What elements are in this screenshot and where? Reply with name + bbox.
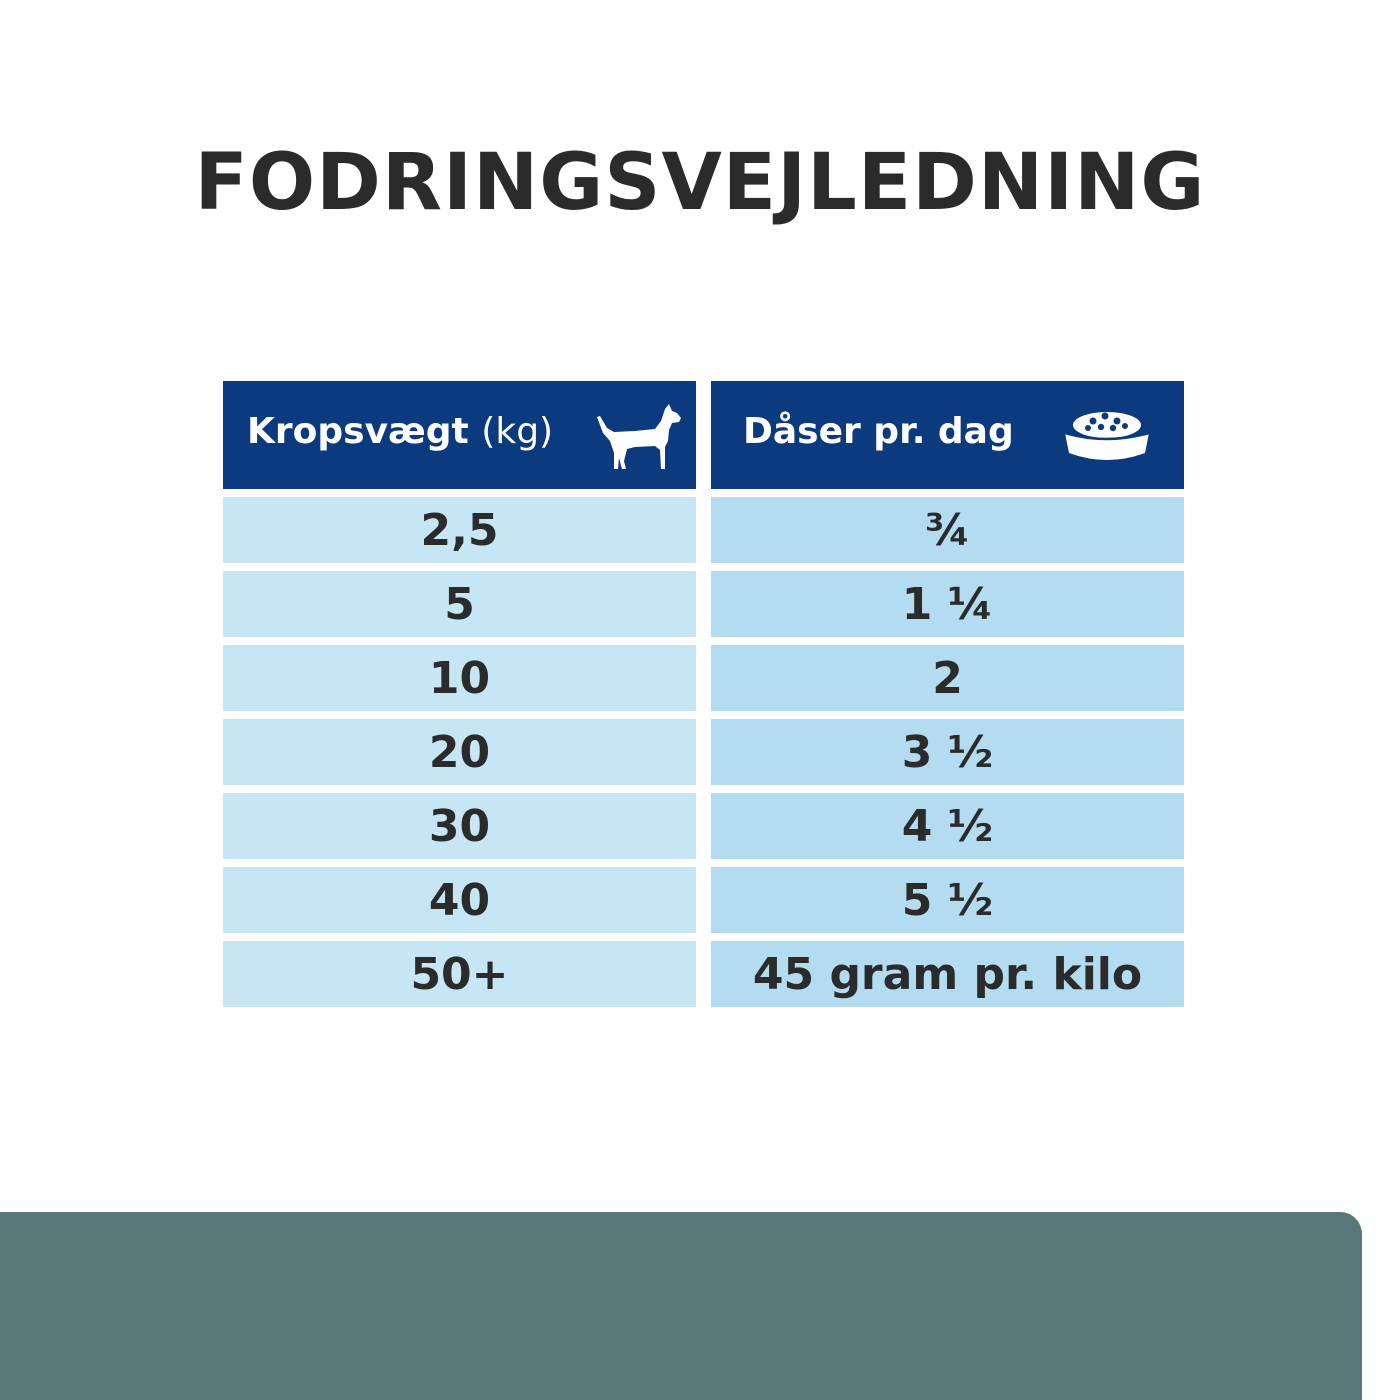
cans-header (711, 381, 1184, 489)
weight-cell: 10 (223, 645, 696, 711)
cans-cell: ¾ (711, 497, 1184, 563)
weight-header-label: Kropsvægt (247, 411, 469, 452)
weight-cell: 20 (223, 719, 696, 785)
page-title: FODRINGSVEJLEDNING (194, 138, 1206, 228)
cans-cell: 4 ½ (711, 793, 1184, 859)
cans-cell: 5 ½ (711, 867, 1184, 933)
weight-cell: 2,5 (223, 497, 696, 563)
weight-column (223, 381, 696, 1000)
cans-cell: 3 ½ (711, 719, 1184, 785)
weight-cell: 50+ (223, 941, 696, 1007)
cans-cell: 2 (711, 645, 1184, 711)
food-bowl-icon (1061, 405, 1153, 467)
dog-icon (595, 403, 685, 473)
cans-cell: 45 gram pr. kilo (711, 941, 1184, 1007)
weight-cell: 5 (223, 571, 696, 637)
weight-header (223, 381, 696, 489)
weight-cell: 40 (223, 867, 696, 933)
weight-header-unit: (kg) (481, 411, 554, 452)
cans-header-label: Dåser pr. dag (743, 411, 1014, 452)
bottom-panel (0, 1212, 1362, 1400)
weight-header-text (247, 411, 553, 452)
cans-column (711, 381, 1184, 1000)
cans-cell: 1 ¼ (711, 571, 1184, 637)
weight-cell: 30 (223, 793, 696, 859)
